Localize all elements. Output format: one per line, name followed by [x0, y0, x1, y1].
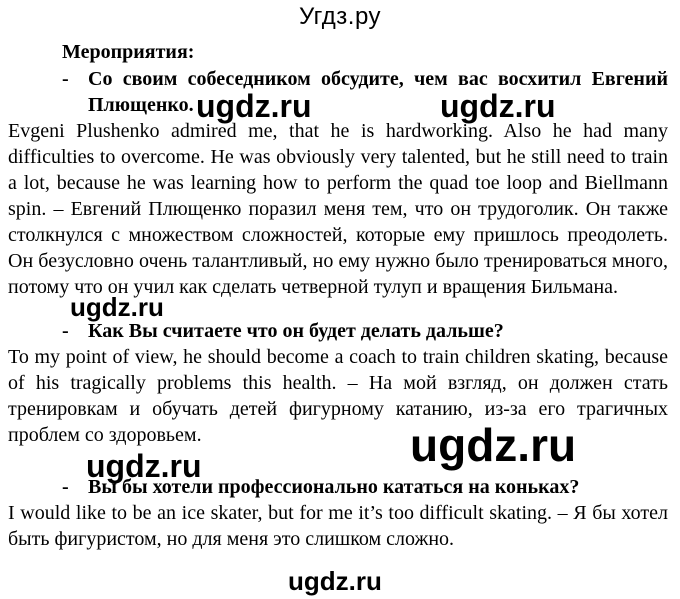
watermark: ugdz.ru: [86, 448, 202, 484]
site-title: Угдз.ру: [298, 3, 382, 30]
watermark: ugdz.ru: [70, 292, 164, 322]
watermark: ugdz.ru: [440, 88, 556, 124]
question-2-text: Как Вы считаете что он будет делать дальше?: [88, 320, 504, 342]
question-2-dash: -: [62, 320, 69, 342]
watermark: ugdz.ru: [288, 566, 382, 596]
question-1-dash: -: [62, 68, 69, 90]
watermark: ugdz.ru: [196, 88, 312, 124]
watermark: ugdz.ru: [410, 419, 577, 471]
question-3-text: Вы бы хотели профессионально кататься на коньках?: [88, 476, 580, 498]
question-3-dash: -: [62, 476, 69, 498]
answer-3: I would like to be an ice skater, but for me it’s too difficult skating. – Я бы хотел быть фигуристом, но для меня это слишком сложно.: [8, 502, 668, 550]
answer-1: Evgeni Plushenko admired me, that he is hardworking. Also he had many difficulties to overcome. He was obviously very talented, but he still need to train a lot, because he was learning how to perform the quad toe loop and Biellmann spin. – Евгений Плющенко поразил меня тем, что он трудоголик. Он также столкнулся с множеством сложностей, которые ему пришлось преодолеть. Он безусловно очень талантливый, но ему нужно было тренироваться много, потому что он учил как сделать четверной тулуп и вращения Бильмана.: [8, 120, 668, 298]
question-1-text: Со своим собеседником обсудите, чем вас восхитил Евгений Плющенко.: [88, 68, 668, 116]
question-1: [62, 66, 668, 118]
section-heading: Мероприятия:: [62, 41, 195, 63]
answer-2: To my point of view, he should become a coach to train children skating, because of his tragically problems this health. – На мой взгляд, он должен стать тренировкам и обучать детей фигурному катанию, из-за его трагичных проблем со здоровьем.: [8, 346, 668, 446]
